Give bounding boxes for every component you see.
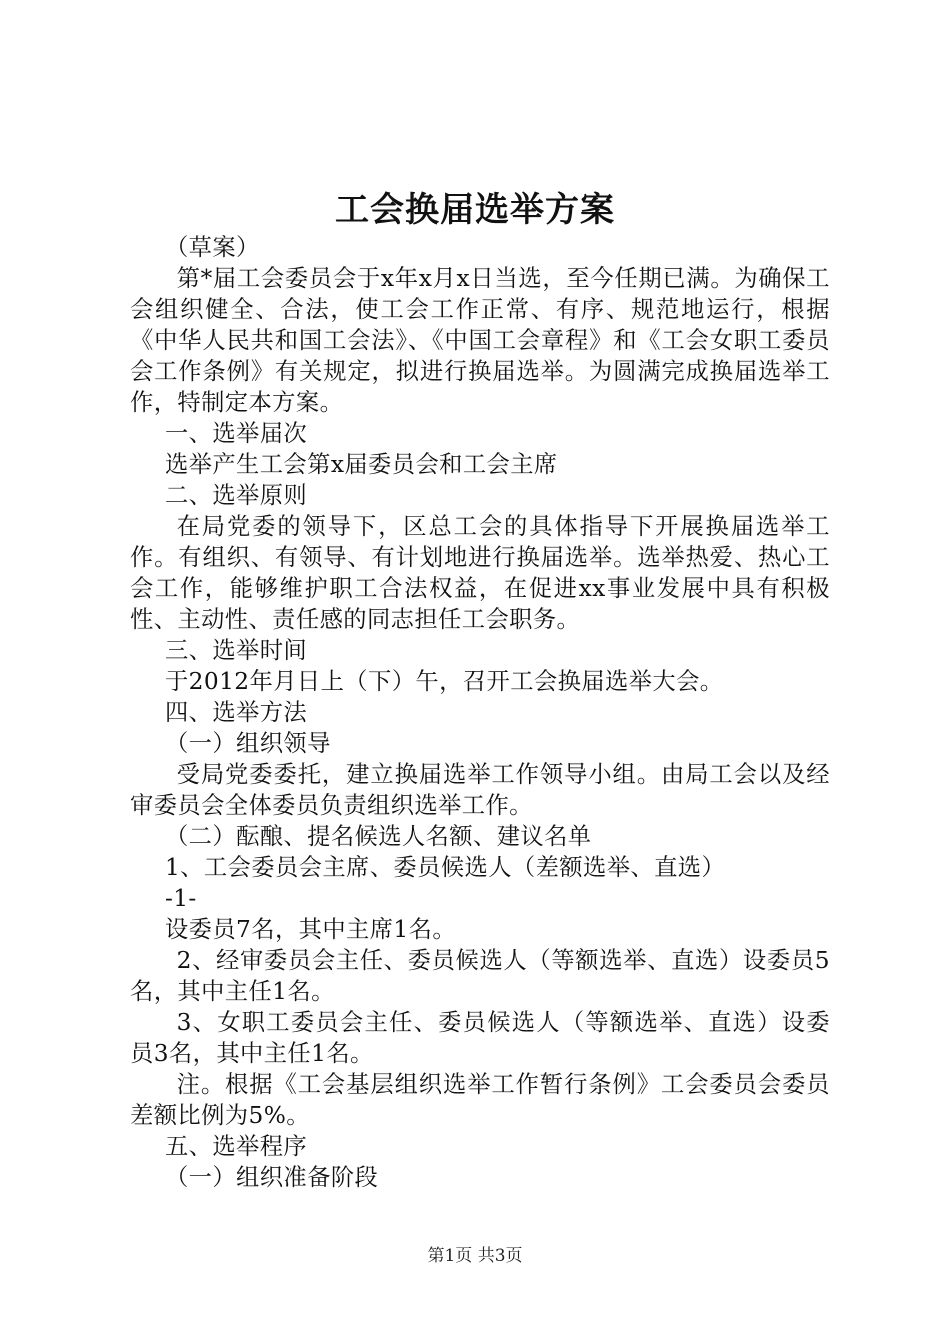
paragraph-election-time: 于2012年月日上（下）午，召开工会换届选举大会。 <box>164 668 724 695</box>
paragraph-organization: 受局党委委托，建立换届选举工作领导小组。由局工会以及经审委员会全体委员负责组织选举工作。 <box>130 761 830 819</box>
paragraph-election-principle: 在局党委的领导下，区总工会的具体指导下开展换届选举工作。有组织、有领导、有计划地进行换届选举。选举热爱、热心工会工作，能够维护职工合法权益，在促进xx事业发展中具有积极性、主动性、责任感的同志担任工会职务。 <box>130 513 830 633</box>
section-heading-3: 三、选举时间 <box>164 637 308 664</box>
list-item-2: 2、经审委员会主任、委员候选人（等额选举、直选）设委员5名，其中主任1名。 <box>130 947 830 1005</box>
intro-paragraph: 第*届工会委员会于x年x月x日当选，至今任期已满。为确保工会组织健全、合法，使工会工作正常、有序、规范地运行，根据《中华人民共和国工会法》、《中国工会章程》和《工会女职工委员会工作条例》有关规定，拟进行换届选举。为圆满完成换届选举工作，特制定本方案。 <box>130 265 830 416</box>
section-heading-2: 二、选举原则 <box>164 482 308 509</box>
paragraph-election-term: 选举产生工会第x届委员会和工会主席 <box>164 451 558 478</box>
section-heading-4: 四、选举方法 <box>164 699 308 726</box>
page-marker: -1- <box>164 885 197 912</box>
document-title: 工会换届选举方案 <box>335 190 615 230</box>
page-footer: 第1页 共3页 <box>427 1246 523 1266</box>
paragraph-note: 注。根据《工会基层组织选举工作暂行条例》工会委员会委员差额比例为5%。 <box>130 1071 830 1129</box>
section-heading-5: 五、选举程序 <box>164 1133 308 1160</box>
section-heading-1: 一、选举届次 <box>164 420 308 447</box>
subsection-heading-1: （一）组织领导 <box>164 730 331 757</box>
subsection-heading-3: （一）组织准备阶段 <box>164 1164 379 1191</box>
list-item-1: 1、工会委员会主席、委员候选人（差额选举、直选） <box>164 854 726 881</box>
list-item-3: 3、女职工委员会主任、委员候选人（等额选举、直选）设委员3名，其中主任1名。 <box>130 1009 830 1067</box>
draft-note: （草案） <box>164 234 260 261</box>
document-body <box>130 232 830 1193</box>
paragraph-committee-size: 设委员7名，其中主席1名。 <box>164 916 457 943</box>
subsection-heading-2: （二）酝酿、提名候选人名额、建议名单 <box>164 823 592 850</box>
